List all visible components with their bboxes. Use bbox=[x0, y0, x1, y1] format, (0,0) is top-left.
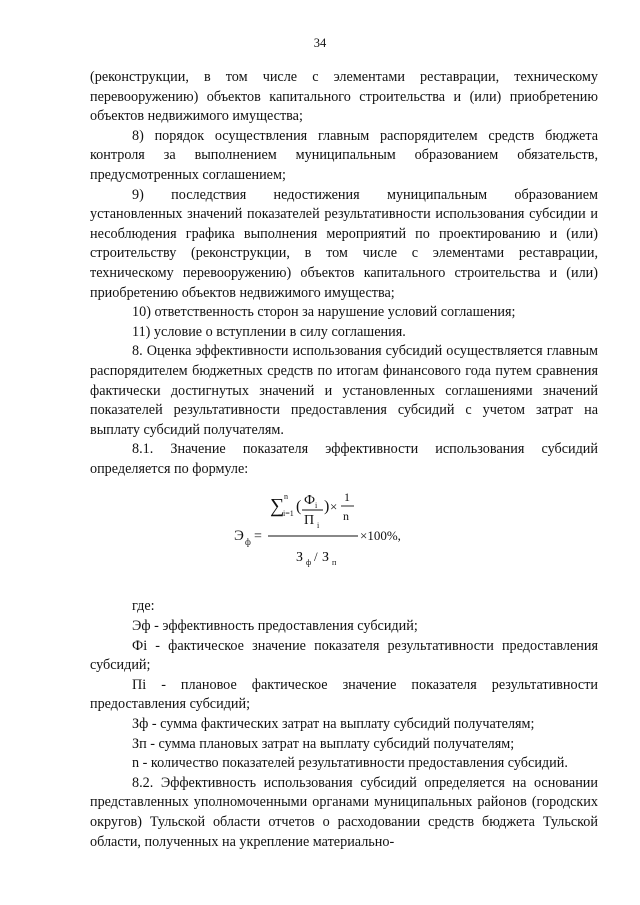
paragraph: 11) условие о вступлении в силу соглашения. bbox=[132, 323, 406, 340]
formula-sum-sign: ∑ bbox=[270, 495, 285, 518]
formula-one: 1 bbox=[344, 490, 350, 505]
paragraph: 8) порядок осуществления главным распорядителем средств бюджета контроля за выполнением муниципальным образованием обязательств, предусмотренных соглашением; bbox=[90, 127, 598, 183]
formula-paren-close: ) bbox=[324, 498, 330, 516]
paragraphs-bottom bbox=[90, 597, 598, 852]
document-body bbox=[90, 68, 598, 852]
paragraph: 8. Оценка эффективности использования субсидий осуществляется главным распорядителем бюджетных средств по итогам финансового года путем сравнения фактически достигнутых значений и установленных соглашениями значений показателей результативности предоставления субсидий с учетом затрат на выплату субсидий получателям. bbox=[90, 343, 598, 438]
formula-frac-den: П bbox=[304, 513, 315, 529]
formula-tail: ×100%, bbox=[360, 528, 401, 544]
paragraph: где: bbox=[132, 598, 155, 615]
formula-den-a: З bbox=[296, 550, 304, 566]
formula-graphic bbox=[90, 479, 598, 597]
formula-sum-bottom: i=1 bbox=[283, 509, 294, 519]
formula-sum-top: n bbox=[284, 492, 288, 502]
paragraph: Эф - эффективность предоставления субсидий; bbox=[132, 618, 418, 635]
efficiency-formula bbox=[90, 479, 598, 597]
page-number: 34 bbox=[313, 36, 327, 50]
formula-n: n bbox=[343, 509, 349, 524]
formula-paren-open: ( bbox=[296, 498, 302, 516]
formula-den-a-sub: ф bbox=[306, 558, 312, 568]
paragraph: Зф - сумма фактических затрат на выплату субсидий получателям; bbox=[132, 716, 535, 733]
formula-times: × bbox=[330, 499, 338, 515]
paragraphs-top bbox=[90, 68, 598, 479]
formula-den-b: З bbox=[322, 550, 330, 566]
formula-frac-den-sub: i bbox=[317, 521, 320, 531]
formula-den-b-sub: п bbox=[332, 558, 337, 568]
paragraph: 9) последствия недостижения муниципальным образованием установленных значений показателей результативности использования субсидии и несоблюдения графика выполнения мероприятий по проектированию и (или) строительству (реконструкции, в том числе с элементами реставрации, техническому перевооружению) объектов капитального строительства и (или) приобретению объектов недвижимого имущества; bbox=[90, 186, 598, 301]
formula-frac-num-sub: i bbox=[315, 501, 318, 511]
paragraph: Пi - плановое фактическое значение показателя результативности предоставления субсидий; bbox=[90, 676, 598, 713]
paragraph: n - количество показателей результативности предоставления субсидий. bbox=[132, 755, 568, 772]
formula-equals: = bbox=[254, 529, 262, 545]
paragraph: 8.1. Значение показателя эффективности использования субсидий определяется по формуле: bbox=[90, 441, 598, 477]
paragraph: Фi - фактическое значение показателя результативности предоставления субсидий; bbox=[90, 637, 598, 674]
formula-lhs-sub: ф bbox=[245, 537, 251, 548]
formula-lhs: Э bbox=[234, 528, 244, 545]
formula-frac-num: Ф bbox=[304, 493, 316, 509]
paragraph: (реконструкции, в том числе с элементами реставрации, техническому перевооружению) объектов капитального строительства и (или) приобретению объектов недвижимого имущества; bbox=[90, 69, 598, 125]
paragraph: 8.2. Эффективность использования субсидий определяется на основании представленных уполномоченными органами муниципальных районов (городских округов) Тульской области отчетов о расходовании средств бюджета Тульской области, полученных на укрепление материально- bbox=[90, 774, 598, 850]
paragraph: 10) ответственность сторон за нарушение условий соглашения; bbox=[132, 304, 516, 321]
formula-slash: / bbox=[314, 549, 318, 565]
paragraph: Зп - сумма плановых затрат на выплату субсидий получателям; bbox=[132, 735, 515, 752]
